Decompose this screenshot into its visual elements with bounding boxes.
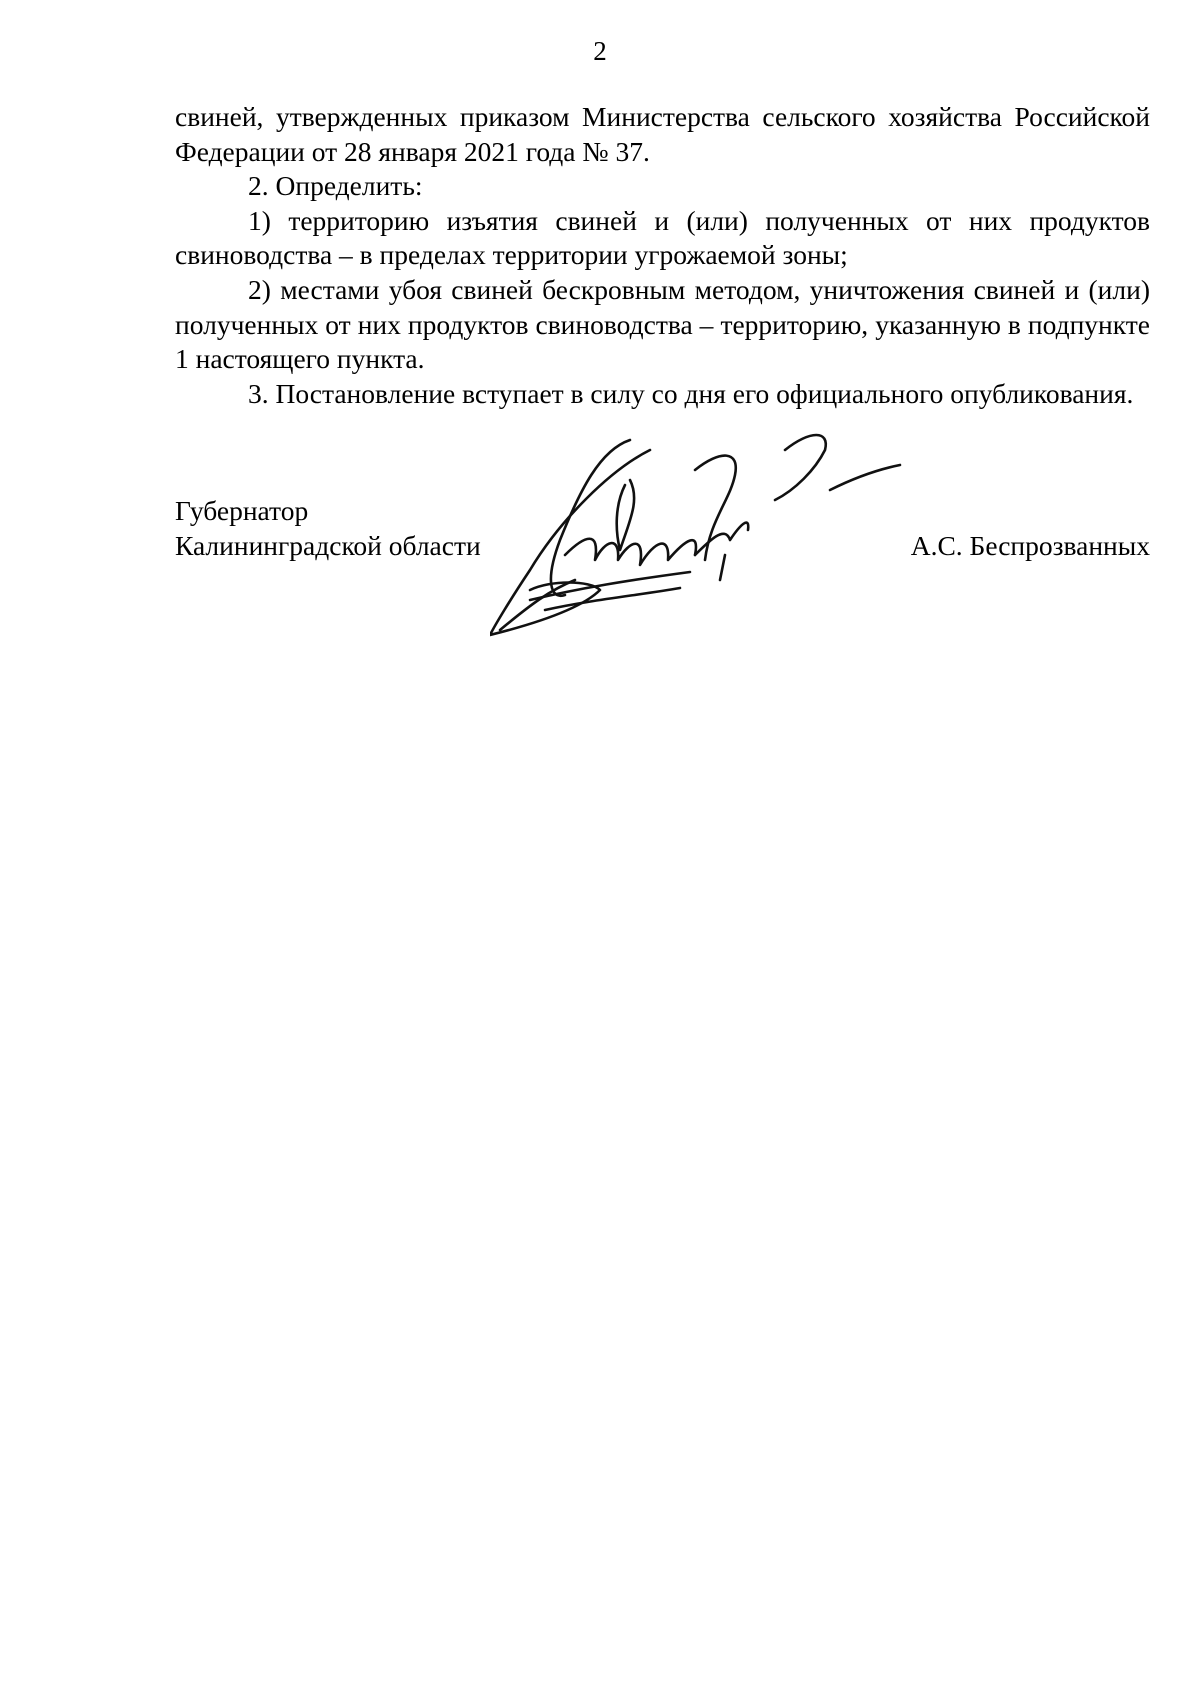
signer-title-line-1: Губернатор [175,495,309,526]
paragraph-item-2: 2. Определить: [248,170,423,202]
paragraph-subitem-1: 1) территорию изъятия свиней и (или) полученных от них продуктов свиноводства – в пределах территории угрожаемой зоны; [175,204,1150,271]
paragraph-item-3: 3. Постановление вступает в силу со дня его официального опубликования. [248,377,1134,409]
signer-title-line-2: Калининградской области [175,529,481,561]
signer-name: А.С. Беспрозванных [910,529,1150,561]
paragraph-continuation: свиней, утвержденных приказом Министерства сельского хозяйства Российской Федерации от 28 января 2021 года № 37. [175,101,1150,167]
handwritten-signature-icon [490,430,910,650]
document-body [175,100,1150,411]
page-number: 2 [593,36,607,66]
signer-title [175,494,481,563]
paragraph-subitem-2: 2) местами убоя свиней бескровным методом, уничтожения свиней и (или) полученных от них продуктов свиноводства – территорию, указанную в подпункте 1 настоящего пункта. [175,273,1150,375]
